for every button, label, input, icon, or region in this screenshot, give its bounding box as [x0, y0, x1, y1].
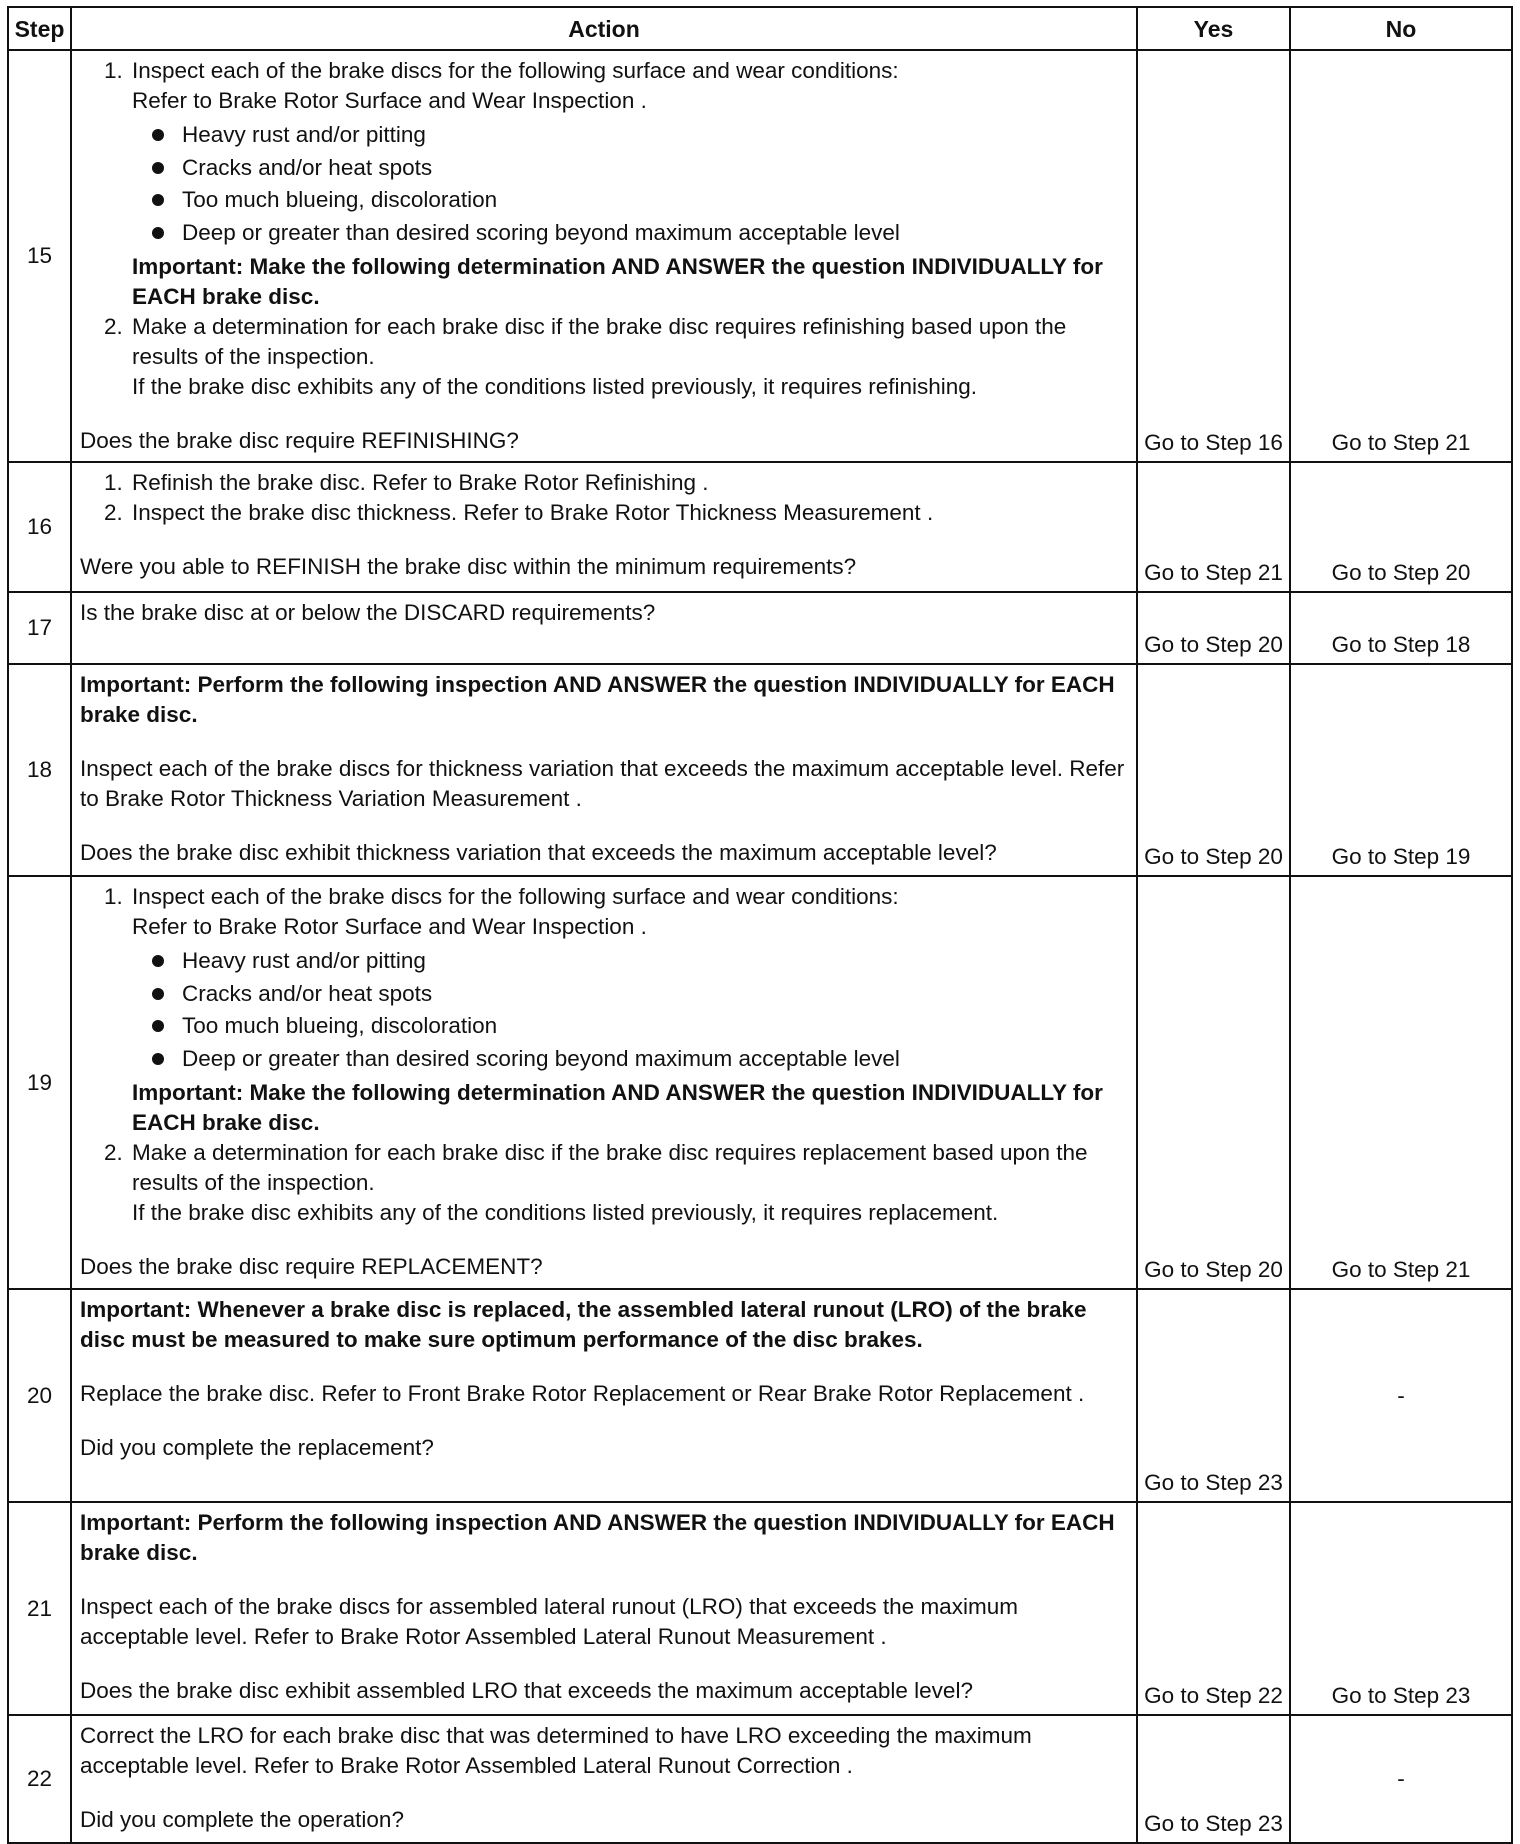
action-cell [71, 664, 1137, 876]
condition-item: Heavy rust and/or pitting [176, 945, 1128, 978]
no-answer: - [1397, 1766, 1405, 1791]
important-note: Important: Make the following determination AND ANSWER the question INDIVIDUALLY for EACH brake disc. [132, 254, 1103, 309]
body-text: Replace the brake disc. Refer to Front Brake Rotor Replacement or Rear Brake Rotor Replacement . [80, 1381, 1085, 1406]
yes-cell [1137, 50, 1290, 462]
item-text: Make a determination for each brake disc if the brake disc requires refinishing based upon the results of the inspection. [132, 314, 1067, 369]
refer-text: Refer to Brake Rotor Surface and Wear Inspection . [132, 914, 647, 939]
important-note: Important: Perform the following inspection AND ANSWER the question INDIVIDUALLY for EACH brake disc. [80, 672, 1115, 727]
no-cell [1290, 50, 1512, 462]
no-cell [1290, 1289, 1512, 1502]
table-row [8, 876, 1512, 1289]
condition-item: Cracks and/or heat spots [176, 152, 1128, 185]
action-cell [71, 462, 1137, 592]
action-cell [71, 50, 1137, 462]
condition-item: Too much blueing, discoloration [176, 184, 1128, 217]
important-note: Important: Make the following determination AND ANSWER the question INDIVIDUALLY for EACH brake disc. [132, 1080, 1103, 1135]
procedure-list [80, 882, 1128, 1228]
no-cell [1290, 592, 1512, 664]
step-number: 16 [8, 462, 71, 592]
yes-answer: Go to Step 23 [1144, 1811, 1283, 1836]
no-answer: Go to Step 19 [1331, 844, 1471, 869]
no-cell [1290, 876, 1512, 1289]
list-item [129, 312, 1128, 402]
yes-cell [1137, 592, 1290, 664]
yes-answer: Go to Step 22 [1144, 1683, 1283, 1708]
yes-cell [1137, 1289, 1290, 1502]
table-row [8, 664, 1512, 876]
step-number: 22 [8, 1715, 71, 1843]
yes-answer: Go to Step 20 [1144, 632, 1283, 657]
yes-answer: Go to Step 16 [1144, 430, 1283, 455]
condition-item: Cracks and/or heat spots [176, 978, 1128, 1011]
no-cell [1290, 664, 1512, 876]
list-item: 2. Inspect the brake disc thickness. Refer to Brake Rotor Thickness Measurement . [129, 498, 1128, 528]
step-number: 20 [8, 1289, 71, 1502]
question-text: Were you able to REFINISH the brake disc within the minimum requirements? [80, 554, 857, 579]
body-text: Inspect each of the brake discs for thickness variation that exceeds the maximum acceptable level. Refer to Brake Rotor Thickness Variation Measurement . [80, 756, 1125, 811]
yes-cell [1137, 462, 1290, 592]
item-text: Inspect each of the brake discs for the following surface and wear conditions: [132, 884, 899, 909]
header-step: Step [8, 7, 71, 50]
condition-list [132, 119, 1128, 249]
table-row [8, 1715, 1512, 1843]
list-item: 1. Refinish the brake disc. Refer to Brake Rotor Refinishing . [129, 468, 1128, 498]
yes-answer: Go to Step 20 [1144, 844, 1283, 869]
list-item [129, 56, 1128, 312]
body-text: Correct the LRO for each brake disc that was determined to have LRO exceeding the maximum acceptable level. Refer to Brake Rotor Assembled Lateral Runout Correction . [80, 1723, 1032, 1778]
yes-answer: Go to Step 20 [1144, 1257, 1283, 1282]
question-text: Does the brake disc require REFINISHING? [80, 428, 519, 453]
procedure-list [80, 56, 1128, 402]
procedure-list [80, 468, 1128, 528]
condition-item: Deep or greater than desired scoring beyond maximum acceptable level [176, 217, 1128, 250]
no-cell [1290, 1715, 1512, 1843]
item-text: Inspect each of the brake discs for the following surface and wear conditions: [132, 58, 899, 83]
step-number: 21 [8, 1502, 71, 1715]
condition-list [132, 945, 1128, 1075]
body-text: Inspect each of the brake discs for assembled lateral runout (LRO) that exceeds the maximum acceptable level. Refer to Brake Rotor Assembled Lateral Runout Measurement . [80, 1594, 1018, 1649]
no-answer: Go to Step 18 [1331, 632, 1471, 657]
question-text: Did you complete the replacement? [80, 1435, 434, 1460]
action-cell [71, 876, 1137, 1289]
diagnostic-table [7, 6, 1513, 1844]
action-cell [71, 592, 1137, 664]
step-number: 18 [8, 664, 71, 876]
condition-item: Too much blueing, discoloration [176, 1010, 1128, 1043]
yes-answer: Go to Step 23 [1144, 1470, 1283, 1495]
yes-cell [1137, 664, 1290, 876]
no-answer: Go to Step 21 [1331, 1257, 1471, 1282]
no-answer: - [1397, 1382, 1405, 1408]
question-text: Did you complete the operation? [80, 1807, 404, 1832]
no-cell [1290, 462, 1512, 592]
item-text: Make a determination for each brake disc if the brake disc requires replacement based upon the results of the inspection. [132, 1140, 1088, 1195]
note-text: If the brake disc exhibits any of the conditions listed previously, it requires refinishing. [132, 374, 978, 399]
header-row [8, 7, 1512, 50]
condition-item: Deep or greater than desired scoring beyond maximum acceptable level [176, 1043, 1128, 1076]
header-yes: Yes [1137, 7, 1290, 50]
note-text: If the brake disc exhibits any of the conditions listed previously, it requires replacement. [132, 1200, 999, 1225]
no-cell [1290, 1502, 1512, 1715]
header-no: No [1290, 7, 1512, 50]
table-row [8, 1502, 1512, 1715]
important-note: Important: Whenever a brake disc is replaced, the assembled lateral runout (LRO) of the brake disc must be measured to make sure optimum performance of the disc brakes. [80, 1297, 1087, 1352]
question-text: Does the brake disc exhibit assembled LRO that exceeds the maximum acceptable level? [80, 1678, 973, 1703]
step-number: 17 [8, 592, 71, 664]
question-text: Does the brake disc require REPLACEMENT? [80, 1254, 543, 1279]
question-text: Does the brake disc exhibit thickness variation that exceeds the maximum acceptable level? [80, 840, 997, 865]
yes-answer: Go to Step 21 [1144, 560, 1283, 585]
table-row [8, 462, 1512, 592]
table-row [8, 50, 1512, 462]
yes-cell [1137, 1715, 1290, 1843]
header-action: Action [71, 7, 1137, 50]
no-answer: Go to Step 21 [1331, 430, 1471, 455]
action-cell [71, 1289, 1137, 1502]
list-item [129, 882, 1128, 1138]
question-text: Is the brake disc at or below the DISCARD requirements? [80, 600, 656, 625]
no-answer: Go to Step 20 [1331, 560, 1471, 585]
table-row [8, 1289, 1512, 1502]
important-note: Important: Perform the following inspection AND ANSWER the question INDIVIDUALLY for EACH brake disc. [80, 1510, 1115, 1565]
step-number: 19 [8, 876, 71, 1289]
action-cell [71, 1502, 1137, 1715]
action-cell [71, 1715, 1137, 1843]
list-item [129, 1138, 1128, 1228]
yes-cell [1137, 1502, 1290, 1715]
refer-text: Refer to Brake Rotor Surface and Wear Inspection . [132, 88, 647, 113]
yes-cell [1137, 876, 1290, 1289]
table-row [8, 592, 1512, 664]
step-number: 15 [8, 50, 71, 462]
condition-item: Heavy rust and/or pitting [176, 119, 1128, 152]
no-answer: Go to Step 23 [1331, 1683, 1471, 1708]
